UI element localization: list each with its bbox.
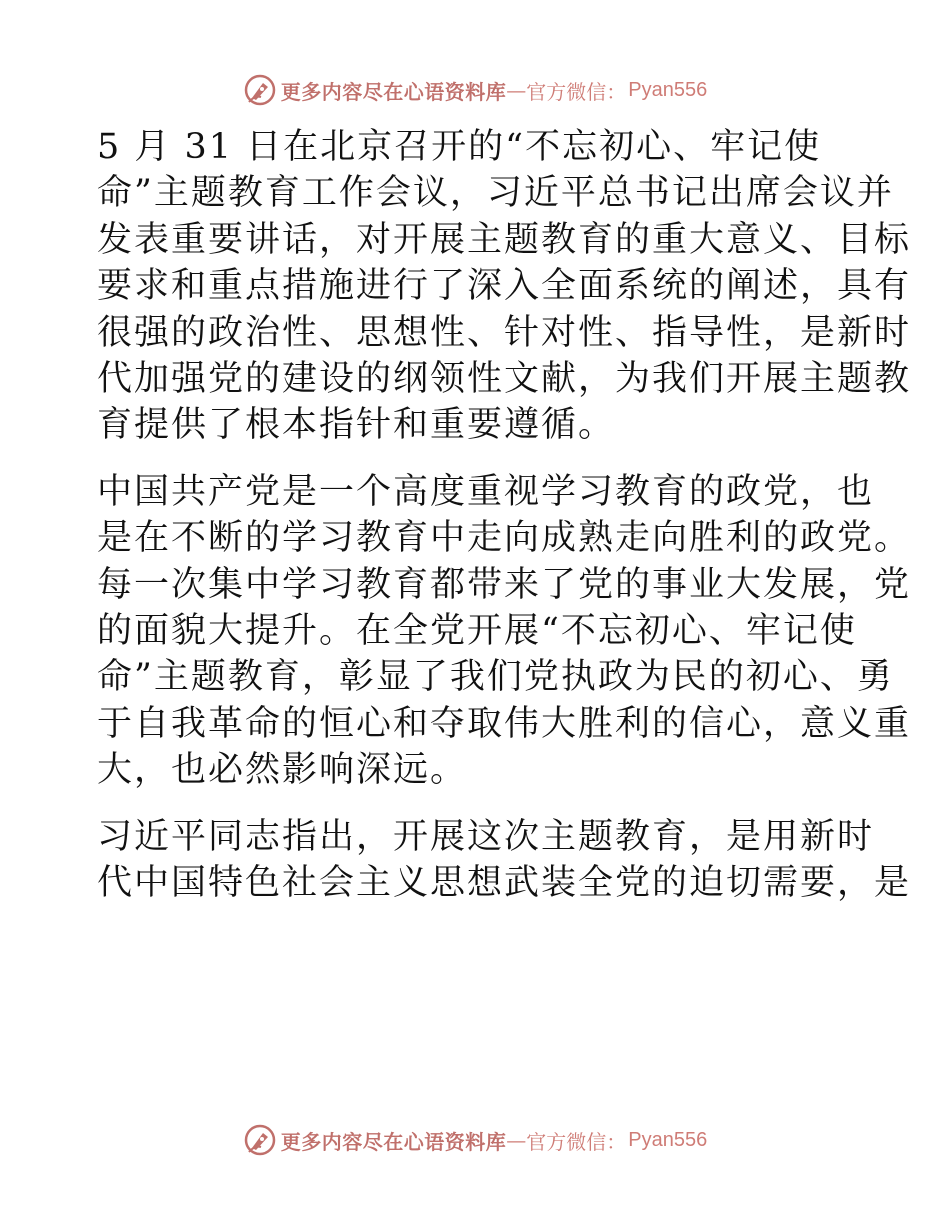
text-line: 习近平同志指出，开展这次主题教育，是用新时 bbox=[97, 816, 875, 857]
paragraph-2 bbox=[97, 469, 912, 794]
brand-text: 更多内容尽在心语资料库 bbox=[280, 79, 507, 104]
pen-nib-logo-icon bbox=[243, 73, 277, 107]
text-line: 于自我革命的恒心和夺取伟大胜利的信心，意义重 bbox=[97, 703, 912, 744]
brand-text: 更多内容尽在心语资料库 bbox=[280, 1129, 507, 1154]
contact-id: Pyan556 bbox=[628, 78, 708, 101]
footer-watermark-banner bbox=[0, 1118, 950, 1162]
text-line: 命”主题教育，彰显了我们党执政为民的初心、勇 bbox=[97, 657, 894, 698]
paragraph-3 bbox=[97, 814, 912, 907]
text-line: 命”主题教育工作会议，习近平总书记出席会议并 bbox=[97, 173, 894, 214]
text-line: 要求和重点措施进行了深入全面系统的阐述，具有 bbox=[97, 266, 912, 307]
header-watermark-banner bbox=[0, 68, 950, 112]
text-line: 中国共产党是一个高度重视学习教育的政党，也 bbox=[97, 471, 875, 512]
text-line: 5 月 31 日在北京召开的“不忘初心、牢记使 bbox=[97, 127, 822, 167]
paragraph-1 bbox=[97, 124, 912, 449]
text-line: 每一次集中学习教育都带来了党的事业大发展，党 bbox=[97, 564, 912, 605]
text-line: 很强的政治性、思想性、针对性、指导性，是新时 bbox=[97, 312, 912, 353]
text-line: 是在不断的学习教育中走向成熟走向胜利的政党。 bbox=[97, 518, 912, 559]
contact-id: Pyan556 bbox=[628, 1128, 708, 1151]
text-line: 育提供了根本指针和重要遵循。 bbox=[97, 405, 616, 446]
contact-label: 官方微信： bbox=[526, 79, 627, 104]
pen-nib-logo-icon bbox=[243, 1123, 277, 1157]
document-body bbox=[97, 124, 912, 907]
contact-label: 官方微信： bbox=[526, 1129, 627, 1154]
text-line: 发表重要讲话，对开展主题教育的重大意义、目标 bbox=[97, 219, 912, 260]
text-line: 大，也必然影响深远。 bbox=[97, 750, 468, 791]
banner-separator: — bbox=[506, 78, 527, 102]
text-line: 代中国特色社会主义思想武装全党的迫切需要，是 bbox=[97, 863, 912, 904]
text-line: 代加强党的建设的纲领性文献，为我们开展主题教 bbox=[97, 359, 912, 400]
banner-separator: — bbox=[506, 1128, 527, 1152]
text-line: 的面貌大提升。在全党开展“不忘初心、牢记使 bbox=[97, 611, 857, 652]
